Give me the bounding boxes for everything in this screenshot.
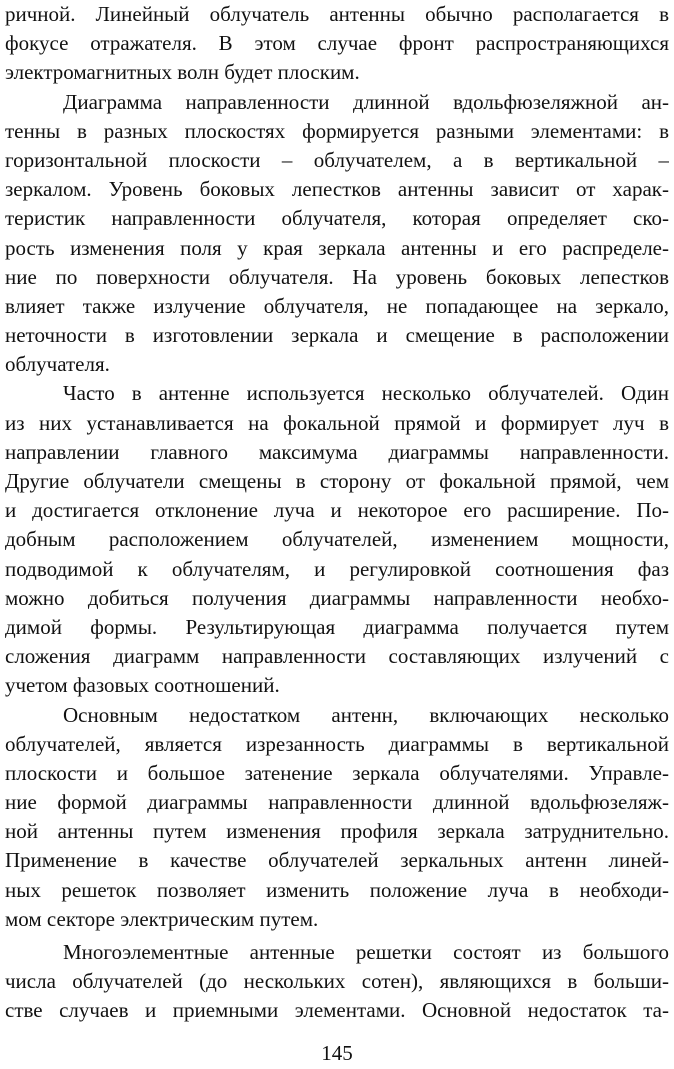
text-line: ние формой диаграммы направленности длинной вдольфюзеляж- <box>5 790 669 815</box>
text-line: неточности в изготовлении зеркала и смещение в расположении <box>5 323 669 348</box>
page-number: 145 <box>321 1041 353 1065</box>
text-line: плоскости и большое затенение зеркала облучателями. Управле- <box>5 760 669 785</box>
text-line: мом секторе электрическим путем. <box>5 906 319 931</box>
text-line: учетом фазовых соотношений. <box>5 673 280 698</box>
text-line: ричной. Линейный облучатель антенны обычно располагается в <box>5 2 669 26</box>
paragraph <box>5 379 669 700</box>
text-line: димой формы. Результирующая диаграмма получается путем <box>5 614 669 639</box>
text-line: ной антенны путем изменения профиля зеркала затруднительно. <box>5 819 669 844</box>
text-line: стве случаев и приемными элементами. Основной недостаток та- <box>5 998 669 1023</box>
text-line: направлении главного максимума диаграммы направленности. <box>5 439 669 464</box>
text-line: ние по поверхности облучателя. На уровень боковых лепестков <box>5 264 669 289</box>
text-line: фокусе отражателя. В этом случае фронт распространяющихся <box>5 31 669 56</box>
text-line: сложения диаграмм направленности составляющих излучений с <box>5 644 669 669</box>
text-line: рость изменения поля у края зеркала антенны и его распределе- <box>5 235 669 260</box>
text-line: добным расположением облучателей, изменением мощности, <box>5 527 669 552</box>
text-line: Часто в антенне используется несколько облучателей. Один <box>63 381 669 406</box>
text-line: и достигается отклонение луча и некоторое его расширение. По- <box>5 498 669 523</box>
paragraph <box>5 938 669 1026</box>
text-line: Применение в качестве облучателей зеркальных антенн линей- <box>5 848 669 873</box>
book-page <box>5 0 669 1069</box>
text-line: электромагнитных волн будет плоским. <box>5 60 360 85</box>
text-line: зеркалом. Уровень боковых лепестков антенны зависит от харак- <box>5 177 669 202</box>
text-line: облучателя. <box>5 352 110 377</box>
text-line: подводимой к облучателям, и регулировкой соотношения фаз <box>5 556 669 581</box>
paragraph <box>5 88 669 380</box>
paragraph <box>5 701 669 935</box>
text-line: облучателей, является изрезанность диаграммы в вертикальной <box>5 731 669 756</box>
text-line: Основным недостатком антенн, включающих несколько <box>63 702 669 727</box>
text-line: горизонтальной плоскости – облучателем, а в вертикальной – <box>5 147 669 172</box>
text-line: Многоэлементные антенные решетки состоят из большого <box>63 940 669 964</box>
text-line: можно добиться получения диаграммы направленности необхо- <box>5 585 669 610</box>
text-line: влияет также излучение облучателя, не попадающее на зеркало, <box>5 293 669 318</box>
text-line: Другие облучатели смещены в сторону от фокальной прямой, чем <box>5 469 669 493</box>
text-line: числа облучателей (до нескольких сотен), являющихся в больши- <box>5 969 669 994</box>
text-line: ных решеток позволяет изменить положение луча в необходи- <box>5 877 669 902</box>
text-line: из них устанавливается на фокальной прямой и формирует луч в <box>5 410 669 435</box>
paragraph <box>5 0 669 88</box>
text-line: тенны в разных плоскостях формируется разными элементами: в <box>5 118 669 143</box>
text-line: Диаграмма направленности длинной вдольфюзеляжной ан- <box>63 89 669 114</box>
text-line: теристик направленности облучателя, которая определяет ско- <box>5 206 669 231</box>
